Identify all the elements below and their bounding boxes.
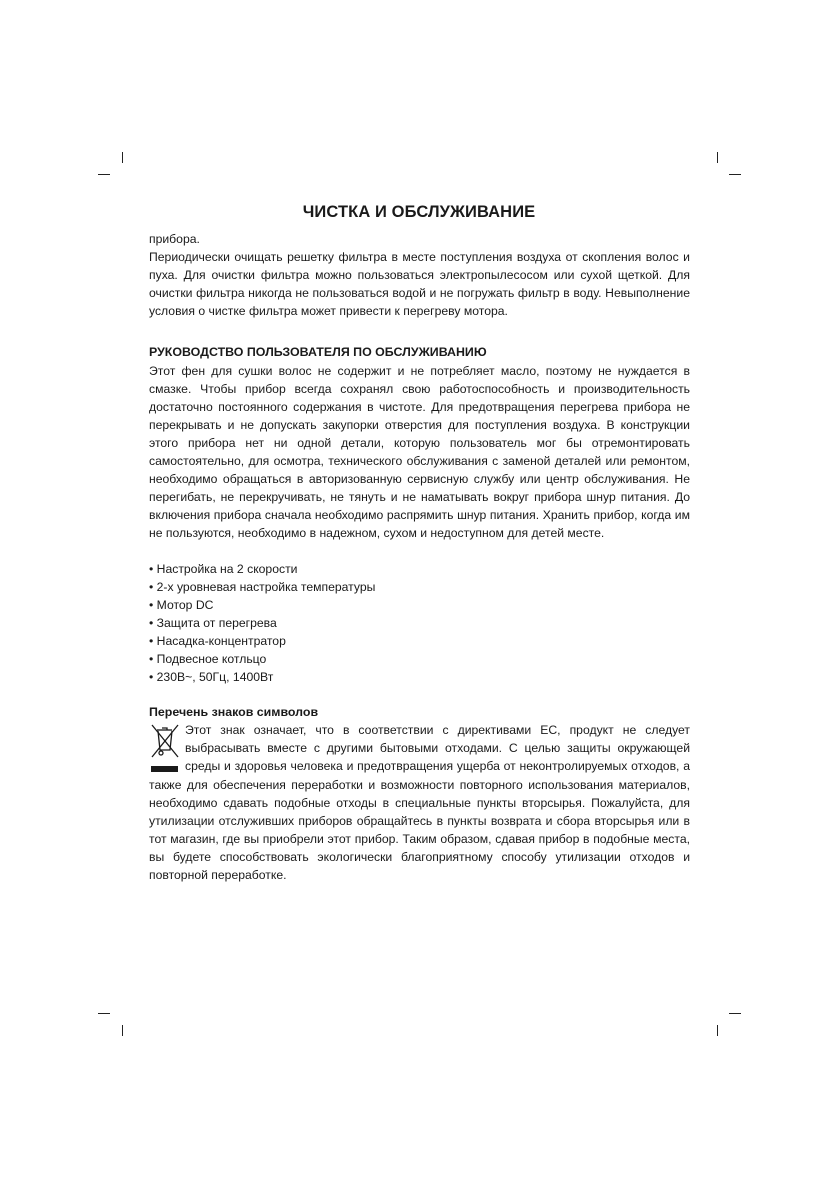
crop-mark-top-right-vertical: [717, 152, 718, 163]
crop-mark-top-left-horizontal: [98, 174, 110, 175]
maintenance-heading: РУКОВОДСТВО ПОЛЬЗОВАТЕЛЯ ПО ОБСЛУЖИВАНИЮ: [149, 345, 487, 360]
list-item: • 2-х уровневая настройка температуры: [149, 579, 376, 594]
crop-mark-bottom-right-vertical: [717, 1025, 718, 1036]
cleaning-filter-paragraph: Периодически очищать решетку фильтра в месте поступления воздуха от скопления волос и пуха. Для очистки фильтра можно пользоваться электропылесосом или сухой щеткой. Для очистки фильтра никогда не пользоваться водой и не погружать фильтр в воду. Невыполнение условия о чистке фильтра может привести к перегреву мотора.: [149, 250, 690, 319]
crop-mark-top-right-horizontal: [729, 174, 741, 175]
symbols-heading: Перечень знаков символов: [149, 705, 319, 720]
crop-mark-top-left-vertical: [122, 152, 123, 163]
page-title: ЧИСТКА И ОБСЛУЖИВАНИЕ: [302, 203, 536, 221]
list-item: • Защита от перегрева: [149, 615, 277, 630]
crop-mark-bottom-right-horizontal: [729, 1013, 741, 1014]
crop-mark-bottom-left-horizontal: [98, 1013, 110, 1014]
features-list: [149, 560, 690, 687]
crossed-out-wheelie-bin-icon: [149, 722, 180, 774]
crop-mark-bottom-left-vertical: [122, 1025, 123, 1036]
weee-disposal-paragraph: Этот знак означает, что в соответствии с директивами ЕС, продукт не следует выбрасывать вместе с другими бытовыми отходами. С целью защиты окружающей среды и здоровья человека и предотвращения ущерба от неконтролируемых отходов, а также для обеспечения переработки и возможности повторного использования материалов, необходимо сдавать подобные отходы в специальные пункты вторсырья. Пожалуйста, для утилизации отслуживших приборов обращайтесь в пункты возврата и сбора вторсырья или в тот магазин, где вы приобрели этот прибор. Таким образом, сдавая прибор в подобные места, вы будете способствовать экологически благоприятному способу утилизации отходов и повторной переработке.: [149, 723, 690, 882]
page-content: [149, 230, 690, 884]
list-item: • Мотор DC: [149, 597, 214, 612]
list-item: • 230В~, 50Гц, 1400Вт: [149, 670, 274, 685]
cleaning-paragraph-continuation: прибора.: [149, 232, 200, 246]
list-item: • Настройка на 2 скорости: [149, 561, 298, 576]
symbols-section: [149, 721, 690, 884]
maintenance-paragraph: Этот фен для сушки волос не содержит и не потребляет масло, поэтому не нуждается в смазке. Чтобы прибор всегда сохранял свою работоспособность и производительность достаточно постоянного содержания в чистоте. Для предотвращения перегрева прибора не перекрывать и не допускать закупорки отверстия для поступления воздуха. В конструкции этого прибора нет ни одной детали, которую пользователь мог бы отремонтировать самостоятельно, для осмотра, технического обслуживания с заменой деталей или ремонтом, необходимо обращаться в авторизованную сервисную службу или центр обслуживания. Не перегибать, не перекручивать, не тянуть и не наматывать вокруг прибора шнур питания. До включения прибора сначала необходимо распрямить шнур питания. Хранить прибор, когда им не пользуются, необходимо в надежном, сухом и недоступном для детей месте.: [149, 363, 690, 541]
list-item: • Насадка-концентратор: [149, 633, 286, 648]
list-item: • Подвесное котльцо: [149, 651, 267, 666]
